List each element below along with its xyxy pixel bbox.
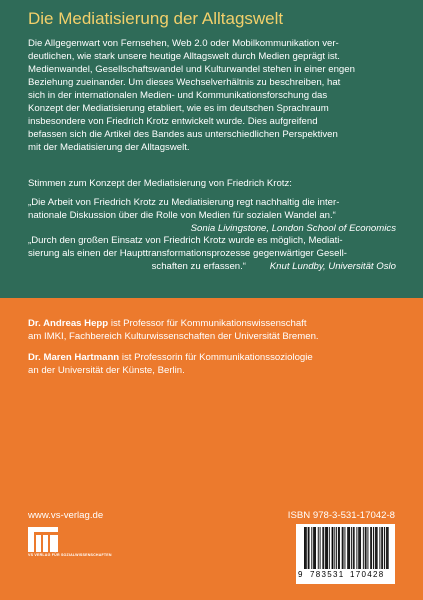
barcode-right-group: 170428 xyxy=(350,570,385,579)
quote-source: Sonia Livingstone, London School of Economics xyxy=(190,223,396,234)
barcode-bar xyxy=(367,527,368,569)
barcode-bar xyxy=(333,527,334,569)
publisher-url: www.vs-verlag.de xyxy=(28,510,104,521)
barcode-bar xyxy=(373,527,374,569)
top-panel xyxy=(0,0,423,298)
author-line: an der Universität der Künste, Berlin. xyxy=(28,365,185,376)
intro-line: insbesondere von Friedrich Krotz entwickelt wurde. Dies aufgreifend xyxy=(28,116,318,127)
barcode-bar xyxy=(329,527,330,569)
quote-line: „Die Arbeit von Friedrich Krotz zu Mediatisierung regt nachhaltig die inter- xyxy=(28,197,340,208)
barcode-bar xyxy=(326,527,327,569)
author-line xyxy=(28,317,398,330)
barcode-bar xyxy=(360,527,361,569)
barcode-bar xyxy=(370,527,371,569)
intro-paragraph xyxy=(28,37,396,154)
quote-lundby xyxy=(28,234,396,273)
barcode-bar xyxy=(322,527,323,569)
intro-line: mit der Mediatisierung der Alltagswelt. xyxy=(28,142,190,153)
barcode-bar xyxy=(309,527,310,569)
quote-last-line: schaften zu erfassen.“ xyxy=(151,261,246,272)
author-line xyxy=(28,351,398,364)
barcode-bar xyxy=(304,527,305,569)
barcode-bar xyxy=(379,527,380,569)
author-bio-hepp xyxy=(28,317,398,343)
barcode-bar xyxy=(306,527,307,569)
intro-line: befassen sich die Artikel des Bandes aus unterschiedlichen Perspektiven xyxy=(28,129,338,140)
barcode-bar xyxy=(377,527,378,569)
barcode-bar xyxy=(384,527,385,569)
barcode-bar xyxy=(347,527,348,569)
barcode-bar xyxy=(339,527,340,569)
barcode-bar xyxy=(381,527,382,569)
barcode xyxy=(296,524,395,584)
barcode-left-group: 783531 xyxy=(310,570,345,579)
quote-line: sierung als einen der Haupttransformationsprozesse gegenwärtiger Gesell- xyxy=(28,248,347,259)
barcode-bar xyxy=(376,527,377,569)
barcode-bar xyxy=(375,527,376,569)
author-role: ist Professorin für Kommunikationssoziologie xyxy=(119,352,313,363)
barcode-bar xyxy=(334,527,335,569)
barcode-bar xyxy=(349,527,350,569)
barcode-bar xyxy=(308,527,309,569)
barcode-bar xyxy=(359,527,360,569)
barcode-bar xyxy=(344,527,345,569)
barcode-bar xyxy=(366,527,367,569)
bottom-panel xyxy=(0,298,423,600)
quote-source: Knut Lundby, Universität Oslo xyxy=(269,261,396,272)
barcode-bar xyxy=(358,527,359,569)
barcode-bar xyxy=(327,527,328,569)
quote-livingstone xyxy=(28,196,396,235)
barcode-bar xyxy=(386,527,387,569)
barcode-bar xyxy=(371,527,372,569)
barcode-bar xyxy=(325,527,326,569)
author-line: am IMKI, Fachbereich Kulturwissenschaften der Universität Bremen. xyxy=(28,331,319,342)
barcode-bar xyxy=(305,527,306,569)
publisher-logo-text: VS VERLAG FÜR SOZIALWISSENSCHAFTEN xyxy=(28,553,112,557)
quote-line: nationale Diskussion über die Rolle von Medien für sozialen Wandel an.“ xyxy=(28,210,336,221)
barcode-bar xyxy=(313,527,314,569)
intro-line: deutlichen, wie stark unsere heutige Alltagswelt durch Medien geprägt ist. xyxy=(28,51,340,62)
barcode-bar xyxy=(365,527,366,569)
quote-line: „Durch den großen Einsatz von Friedrich Krotz wurde es möglich, Mediati- xyxy=(28,235,343,246)
barcode-bar xyxy=(356,527,357,569)
barcode-bar xyxy=(354,527,355,569)
barcode-bar xyxy=(318,527,319,569)
barcode-bar xyxy=(336,527,337,569)
isbn-number: ISBN 978-3-531-17042-8 xyxy=(287,510,395,521)
barcode-bar xyxy=(387,527,388,569)
barcode-bar xyxy=(332,527,333,569)
barcode-bar xyxy=(363,527,364,569)
intro-line: Die Allgegenwart von Fernsehen, Web 2.0 oder Mobilkommunikation ver- xyxy=(28,38,339,49)
intro-line: sich in der internationalen Medien- und Kommunikationsforschung das xyxy=(28,90,328,101)
barcode-bar xyxy=(323,527,324,569)
intro-line: Beziehung zueinander. Um dieses Wechselverhältnis zu beschreiben, hat xyxy=(28,77,341,88)
author-role: ist Professor für Kommunikationswissenschaft xyxy=(108,318,307,329)
barcode-bar xyxy=(320,527,321,569)
barcode-bar xyxy=(311,527,312,569)
quotes-heading: Stimmen zum Konzept der Mediatisierung von Friedrich Krotz: xyxy=(28,178,292,189)
barcode-bar xyxy=(388,527,389,569)
barcode-bar xyxy=(343,527,344,569)
barcode-bar xyxy=(382,527,383,569)
vs-logo-icon xyxy=(28,527,58,552)
barcode-bar xyxy=(351,527,352,569)
barcode-bar xyxy=(315,527,316,569)
barcode-digits xyxy=(296,570,395,582)
publisher-logo xyxy=(28,527,120,557)
barcode-bar xyxy=(348,527,349,569)
intro-line: Medienwandel, Gesellschaftswandel und Kulturwandel stehen in einer engen xyxy=(28,64,355,75)
barcode-bar xyxy=(353,527,354,569)
author-name: Dr. Maren Hartmann xyxy=(28,352,120,363)
author-name: Dr. Andreas Hepp xyxy=(28,318,109,329)
author-bio-hartmann xyxy=(28,351,398,377)
barcode-bar xyxy=(314,527,315,569)
barcode-bar xyxy=(342,527,343,569)
intro-line: Konzept der Mediatisierung etabliert, wie es im deutschen Sprachraum xyxy=(28,103,329,114)
barcode-first-digit: 9 xyxy=(298,570,303,579)
cover-title: Die Mediatisierung der Alltagswelt xyxy=(28,9,284,28)
barcode-bar xyxy=(338,527,339,569)
